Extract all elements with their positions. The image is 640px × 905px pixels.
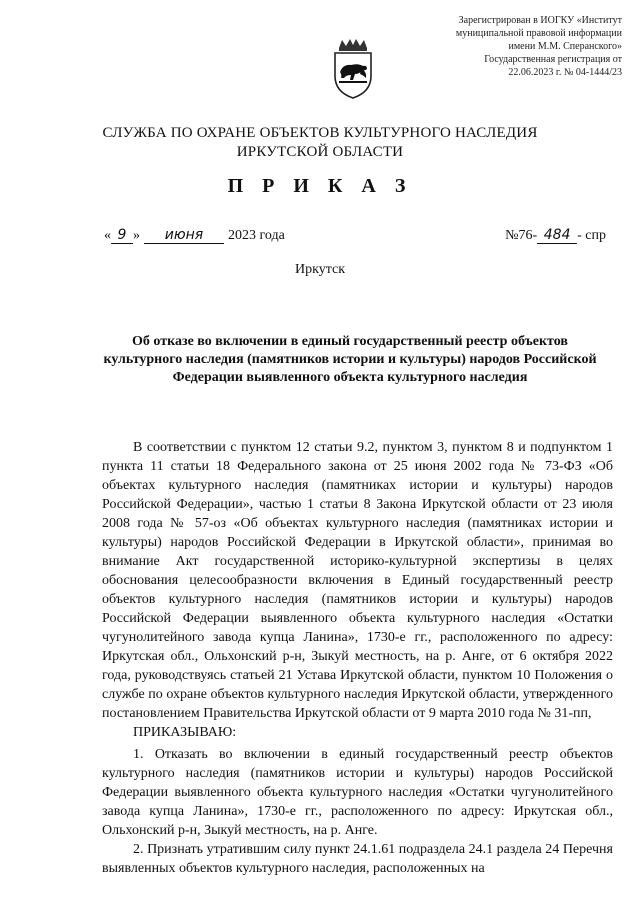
date-month: июня <box>144 227 224 244</box>
order-item-2: 2. Признать утратившим силу пункт 24.1.61 подраздела 24.1 раздела 24 Перечня выявленных объектов культурного наследия, расположенных на <box>102 842 613 876</box>
registration-line: Зарегистрирован в ИОГКУ «Институт <box>458 15 622 26</box>
order-body <box>102 438 613 878</box>
document-type: П Р И К А З <box>227 175 413 197</box>
registration-stamp <box>412 14 622 79</box>
order-heading: Об отказе во включении в единый государственный реестр объектов культурного наследия (памятников истории и культуры) народов Российской Федерации выявленного объекта культурного наследия <box>103 334 597 385</box>
registration-line: Государственная регистрация от <box>484 54 622 65</box>
order-item-1: 1. Отказать во включении в единый государственный реестр объектов культурного наследия (памятников истории и культуры) народов Российской Федерации выявленного объекта культурного наследия «Остатки чугунолитейного завода купца Ланина», 1730-е гг., расположенного по адресу: Иркутская обл., Ольхонский р-н, Зыкуй местность, на р. Анге. <box>102 747 613 838</box>
agency-line: ИРКУТСКОЙ ОБЛАСТИ <box>236 144 404 160</box>
preamble-paragraph: В соответствии с пунктом 12 статьи 9.2, пунктом 3, пунктом 8 и подпунктом 1 пункта 11 статьи 18 Федерального закона от 25 июня 2002 года № 73-ФЗ «Об объектах культурного наследия (памятниках истории и культуры) народов Российской Федерации», частью 1 статьи 8 Закона Иркутской области от 23 июля 2008 года № 57-оз «Об объектах культурного наследия (памятниках истории и культуры) народов Российской Федерации в Иркутской области», принимая во внимание Акт государственной историко-культурной экспертизы в целях обоснования целесообразности включения в Единый государственный реестр объектов культурного наследия (памятников истории и культуры) народов Российской Федерации выявленного объекта культурного наследия «Остатки чугунолитейного завода купца Ланина», 1730-е гг., расположенного по адресу: Иркутская обл., Ольхонский р-н, Зыкуй местность, на р. Анге, от 6 октября 2022 года, руководствуясь статьей 21 Устава Иркутской области, пунктом 10 Положения о службе по охране объектов культурного наследия Иркутской области, утвержденного постановлением Правительства Иркутской области от 9 марта 2010 года № 31-пп, <box>102 440 613 721</box>
city: Иркутск <box>294 262 346 277</box>
order-date <box>104 227 285 244</box>
order-word: ПРИКАЗЫВАЮ: <box>133 725 237 740</box>
registration-line: имени М.М. Сперанского» <box>508 41 622 52</box>
date-year: 2023 года <box>228 228 285 243</box>
coat-of-arms-icon <box>331 38 375 100</box>
date-open-quote: « <box>104 228 111 243</box>
number-prefix: №76- <box>505 228 538 243</box>
registration-line: 22.06.2023 г. № 04-1444/23 <box>508 67 622 78</box>
number-value: 484 <box>537 227 577 244</box>
agency-name <box>0 124 640 162</box>
registration-line: муниципальной правовой информации <box>455 28 622 39</box>
number-suffix: - спр <box>577 228 606 243</box>
order-number <box>505 227 606 244</box>
date-day: 9 <box>111 227 133 244</box>
agency-line: СЛУЖБА ПО ОХРАНЕ ОБЪЕКТОВ КУЛЬТУРНОГО НАСЛЕДИЯ <box>102 125 538 141</box>
date-close-quote: » <box>133 228 140 243</box>
